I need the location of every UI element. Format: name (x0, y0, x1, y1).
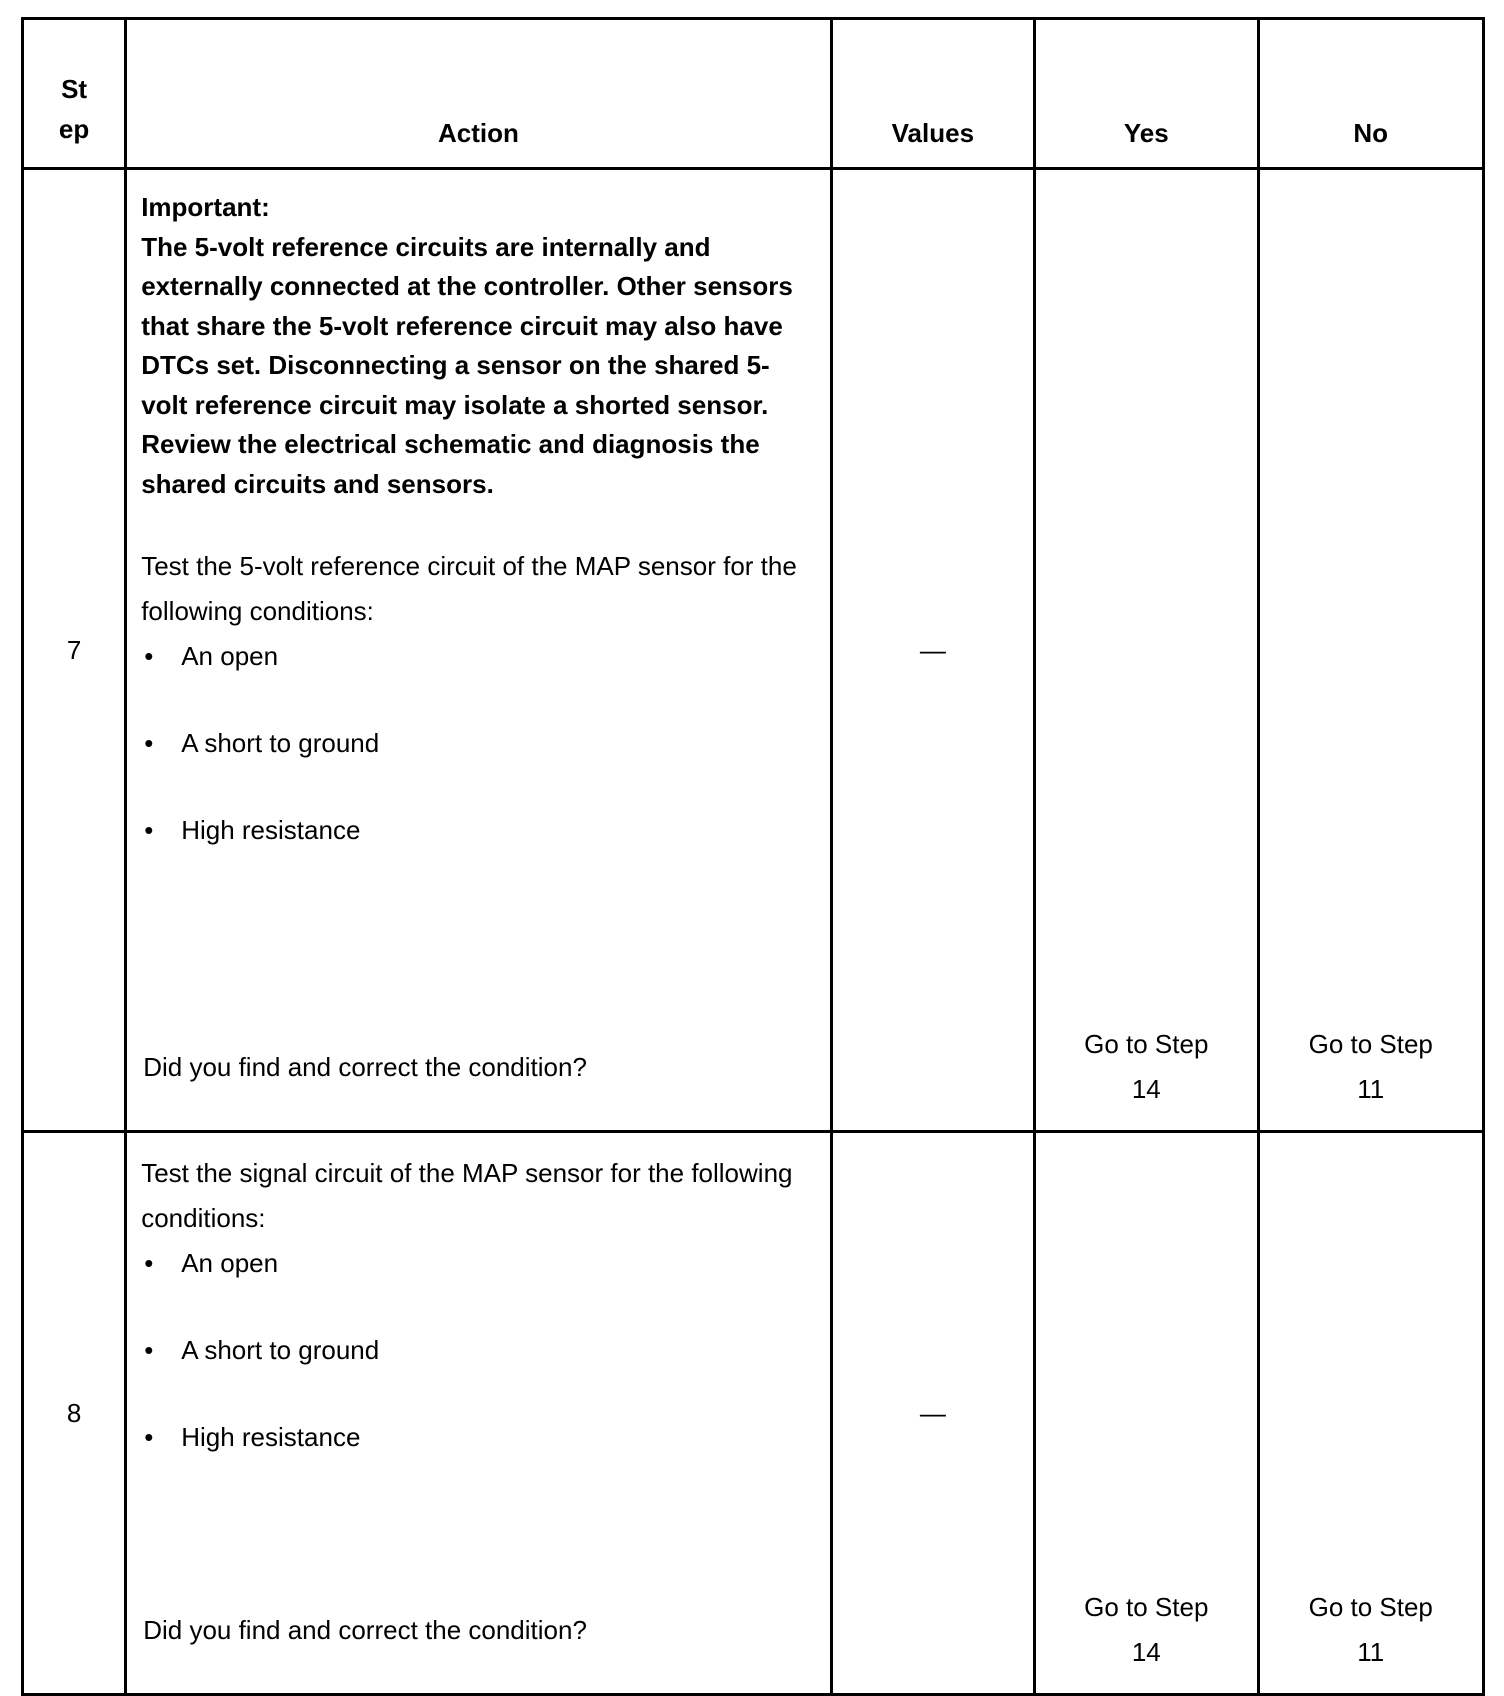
yes-line1: Go to Step (1084, 1592, 1209, 1622)
condition-list (141, 1241, 829, 1502)
no-line2: 11 (1357, 1637, 1385, 1667)
no-line1: Go to Step (1308, 1029, 1433, 1059)
important-title: Important: (141, 192, 270, 222)
no-line2: 11 (1357, 1074, 1385, 1104)
list-item: • A short to ground (141, 721, 829, 808)
action-question: Did you find and correct the condition? (143, 1615, 587, 1645)
action-cell (126, 1132, 831, 1695)
diagnostic-table (21, 17, 1485, 1696)
values-cell: — (831, 169, 1034, 1132)
header-step-full (0, 0, 1, 1)
no-line1: Go to Step (1308, 1592, 1433, 1622)
header-row (23, 19, 1484, 169)
list-item: • High resistance (141, 808, 829, 895)
header-values: Values (831, 19, 1034, 169)
yes-cell (1035, 1132, 1258, 1695)
important-note (127, 170, 829, 504)
step-number: 8 (23, 1132, 126, 1695)
bullet-icon: • (144, 1335, 154, 1365)
table-row-step-8 (23, 1132, 1484, 1695)
list-item: • High resistance (141, 1415, 829, 1502)
action-question: Did you find and correct the condition? (143, 1052, 587, 1082)
header-no: No (1258, 19, 1484, 169)
yes-line2: 14 (1131, 1074, 1161, 1104)
no-cell (1258, 169, 1484, 1132)
bullet-icon: • (144, 815, 154, 845)
bullet-icon: • (144, 1422, 154, 1452)
values-cell: — (831, 1132, 1034, 1695)
header-step-line1: St (61, 74, 88, 104)
bullet-icon: • (144, 728, 154, 758)
step-number: 7 (23, 169, 126, 1132)
header-action: Action (126, 19, 831, 169)
list-item: • An open (141, 634, 829, 721)
list-item: • A short to ground (141, 1328, 829, 1415)
action-intro: Test the 5-volt reference circuit of the MAP sensor for the following conditions: (141, 551, 797, 626)
table-row-step-7 (23, 169, 1484, 1132)
action-cell (126, 169, 831, 1132)
header-step-line2: ep (58, 114, 90, 144)
yes-cell (1035, 169, 1258, 1132)
condition-list (141, 634, 829, 895)
action-intro: Test the signal circuit of the MAP sensor for the following conditions: (141, 1158, 793, 1233)
bullet-icon: • (144, 1248, 154, 1278)
yes-line1: Go to Step (1084, 1029, 1209, 1059)
header-step (23, 19, 126, 169)
yes-line2: 14 (1131, 1637, 1161, 1667)
list-item: • An open (141, 1241, 829, 1328)
important-text: The 5-volt reference circuits are internally and externally connected at the controller. Other sensors that share the 5-volt reference circuit may also have DTCs set. Disconnecting a sensor on the shared 5-volt reference circuit may isolate a shorted sensor. Review the electrical schematic and diagnosis the shared circuits and sensors. (141, 231, 793, 499)
bullet-icon: • (144, 641, 154, 671)
header-yes: Yes (1035, 19, 1258, 169)
no-cell (1258, 1132, 1484, 1695)
